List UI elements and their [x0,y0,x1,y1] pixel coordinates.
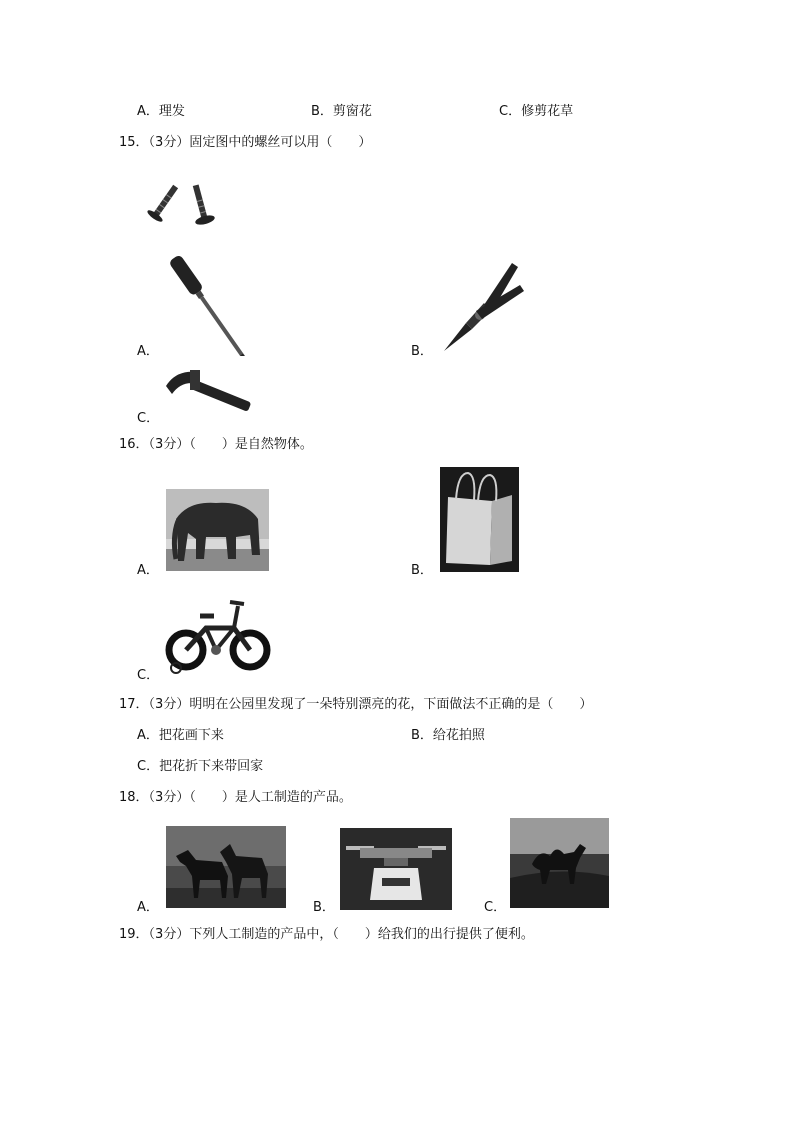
q14-option-c [499,104,573,120]
q17-option-b [411,728,485,744]
option-text: 剪窗花 [332,104,372,119]
screwdriver-icon[interactable] [162,250,258,356]
q14-option-a [137,104,185,120]
option-letter: A． [137,728,159,743]
option-letter: A． [137,104,159,119]
option-letter: C． [499,104,522,119]
q18-option-c-label: C． [484,900,507,915]
hammer-icon[interactable] [162,366,258,424]
q15-option-b-label: B． [411,344,433,359]
q17-option-a [137,728,224,744]
q16-option-b-label: B． [411,563,433,578]
q17-stem: 17．（3分）明明在公园里发现了一朵特别漂亮的花，下面做法不正确的是（ ） [119,697,593,712]
drone-icon[interactable] [340,828,452,910]
q14-option-b [311,104,372,120]
q16-stem: 16．（3分）（ ）是自然物体。 [119,437,313,452]
option-text: 给花拍照 [432,728,485,743]
q18-option-a-label: A． [137,900,159,915]
option-letter: B． [311,104,333,119]
q18-stem: 18．（3分）（ ）是人工制造的产品。 [119,790,352,805]
option-text: 理发 [158,104,185,119]
q19-stem: 19．（3分）下列人工制造的产品中，（ ）给我们的出行提供了便利。 [119,927,534,942]
camel-icon[interactable] [510,818,609,908]
paper-bag-icon[interactable] [440,467,519,572]
bicycle-icon[interactable] [164,594,272,678]
option-text: 把花画下来 [158,728,224,743]
option-letter: B． [411,728,433,743]
q17-option-c [137,759,263,775]
q16-option-c-label: C． [137,668,160,683]
q15-stem: 15．（3分）固定图中的螺丝可以用（ ） [119,135,372,150]
q18-option-b-label: B． [313,900,335,915]
elephant-icon[interactable] [166,489,269,571]
option-text: 修剪花草 [521,104,574,119]
pliers-icon[interactable] [436,255,536,357]
q15-option-c-label: C． [137,411,160,426]
q15-option-a-label: A． [137,344,159,359]
horses-icon[interactable] [166,826,286,908]
option-letter: C． [137,759,160,774]
q16-option-a-label: A． [137,563,159,578]
option-text: 把花折下来带回家 [159,759,264,774]
screws-icon [141,172,217,230]
